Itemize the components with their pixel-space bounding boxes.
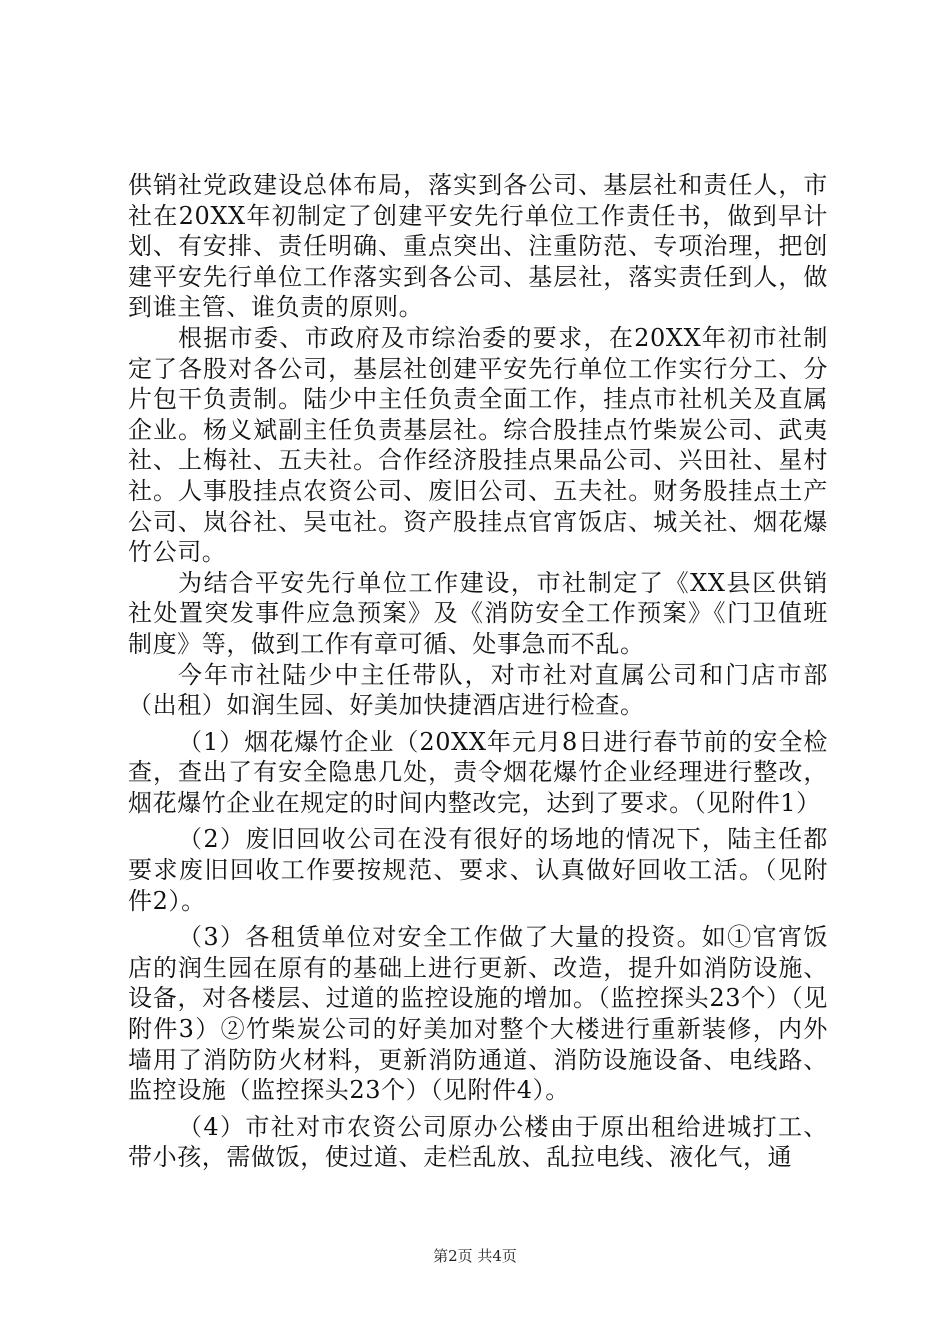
document-body	[128, 170, 828, 1173]
paragraph-2: 根据市委、市政府及市综治委的要求，在20XX年初市社制定了各股对各公司，基层社创建平安先行单位工作实行分工、分片包干负责制。陆少中主任负责全面工作，挂点市社机关及直属企业。杨义斌副主任负责基层社。综合股挂点竹柴炭公司、武夷社、上梅社、五夫社。合作经济股挂点果品公司、兴田社、星村社。人事股挂点农资公司、废旧公司、五夫社。财务股挂点土产公司、岚谷社、吴屯社。资产股挂点官宵饭店、城关社、烟花爆竹公司。	[128, 323, 828, 567]
paragraph-7: （3）各租赁单位对安全工作做了大量的投资。如①官宵饭店的润生园在原有的基础上进行更新、改造，提升如消防设施、设备，对各楼层、过道的监控设施的增加。（监控探头23个）（见附件3）②竹柴炭公司的好美加对整个大楼进行重新装修，内外墙用了消防防火材料，更新消防通道、消防设施设备、电线路、监控设施（监控探头23个）（见附件4）。	[128, 923, 828, 1105]
paragraph-4: 今年市社陆少中主任带队，对市社对直属公司和门店市部（出租）如润生园、好美加快捷酒店进行检查。	[128, 660, 828, 720]
paragraph-8: （4）市社对市农资公司原办公楼由于原出租给进城打工、带小孩，需做饭，使过道、走栏乱放、乱拉电线、液化气，通	[128, 1112, 828, 1172]
page-number-footer: 第2页 共4页	[433, 1247, 517, 1265]
paragraph-3: 为结合平安先行单位工作建设，市社制定了《XX县区供销社处置突发事件应急预案》及《消防安全工作预案》《门卫值班制度》等，做到工作有章可循、处事急而不乱。	[128, 568, 828, 658]
paragraph-5: （1）烟花爆竹企业（20XX年元月8日进行春节前的安全检查，查出了有安全隐患几处，责令烟花爆竹企业经理进行整改，烟花爆竹企业在规定的时间内整改完，达到了要求。（见附件1）	[128, 727, 828, 817]
paragraph-1: 供销社党政建设总体布局，落实到各公司、基层社和责任人，市社在20XX年初制定了创建平安先行单位工作责任书，做到早计划、有安排、责任明确、重点突出、注重防范、专项治理，把创建平安先行单位工作落实到各公司、基层社，落实责任到人，做到谁主管、谁负责的原则。	[128, 171, 828, 322]
paragraph-6: （2）废旧回收公司在没有很好的场地的情况下，陆主任都要求废旧回收工作要按规范、要求、认真做好回收工活。（见附件2）。	[128, 825, 828, 915]
